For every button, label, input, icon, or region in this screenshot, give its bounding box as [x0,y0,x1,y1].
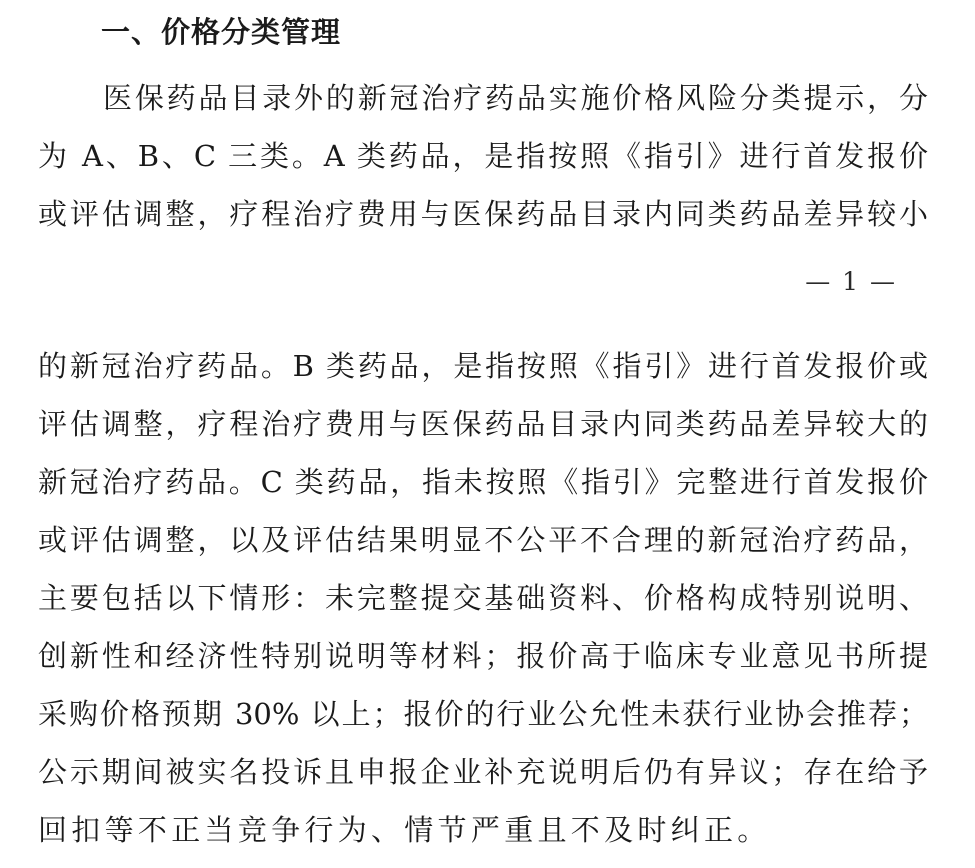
paragraph-line: 采购价格预期 30% 以上；报价的行业公允性未获行业协会推荐； [38,697,928,731]
paragraph-line: 为 A、B、C 三类。A 类药品，是指按照《指引》进行首发报价 [38,139,928,173]
paragraph-line: 评估调整，疗程治疗费用与医保药品目录内同类药品差异较大的 [38,407,928,441]
paragraph-line: 主要包括以下情形：未完整提交基础资料、价格构成特别说明、 [38,581,928,615]
paragraph-line: 新冠治疗药品。C 类药品，指未按照《指引》完整进行首发报价 [38,465,928,499]
paragraph-line: 医保药品目录外的新冠治疗药品实施价格风险分类提示，分 [103,81,928,115]
paragraph-line: 回扣等不正当竞争行为、情节严重且不及时纠正。 [38,813,771,847]
paragraph-line: 或评估调整，以及评估结果明显不公平不合理的新冠治疗药品， [38,523,928,557]
paragraph-line: 公示期间被实名投诉且申报企业补充说明后仍有异议；存在给予 [38,755,928,789]
page-number: — 1 — [805,267,897,296]
paragraph-line: 或评估调整，疗程治疗费用与医保药品目录内同类药品差异较小 [38,197,928,231]
paragraph-line: 的新冠治疗药品。B 类药品，是指按照《指引》进行首发报价或 [38,349,928,383]
section-heading: 一、价格分类管理 [101,15,342,49]
paragraph-line: 创新性和经济性特别说明等材料；报价高于临床专业意见书所提 [38,639,928,673]
